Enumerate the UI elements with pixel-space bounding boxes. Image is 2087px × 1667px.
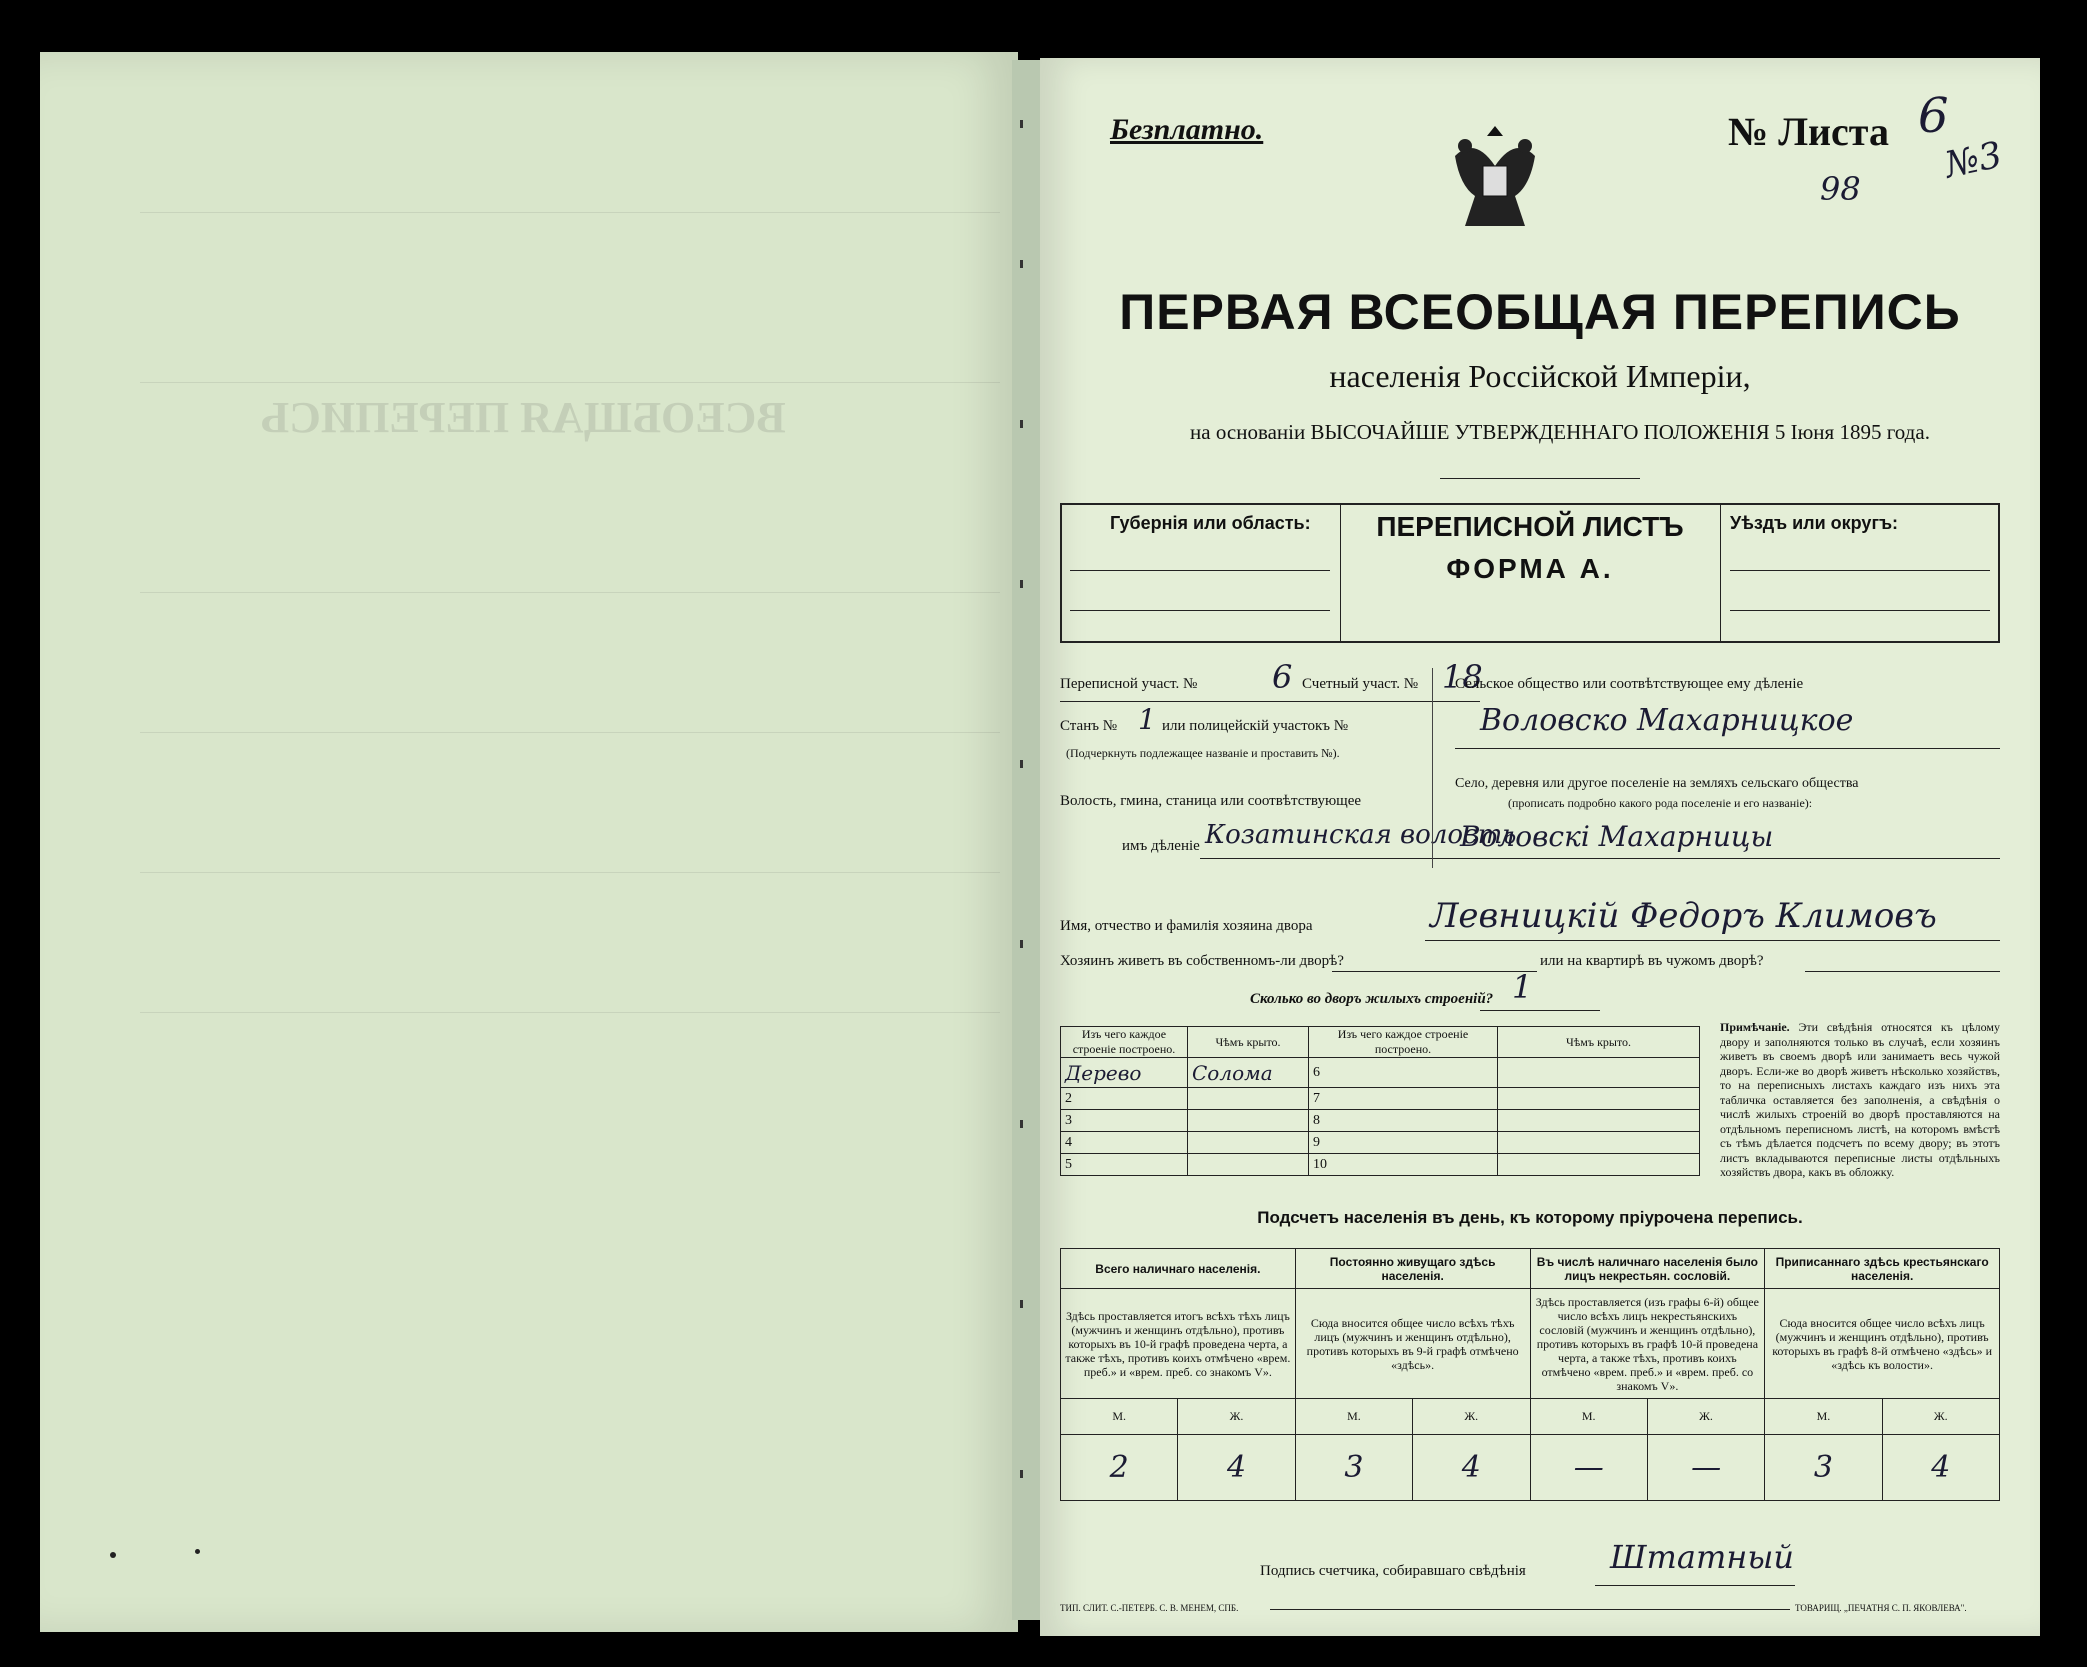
village-note: (прописать подробно какого рода поселеніе и его названіе): bbox=[1508, 796, 1813, 810]
stitch-hole bbox=[1020, 120, 1023, 128]
enumerator-signature: Штатный bbox=[1610, 1538, 1795, 1576]
left-page bbox=[40, 52, 1018, 1632]
free-label: Безплатно. bbox=[1110, 113, 1264, 146]
sheet-number-label: № Листа bbox=[1728, 109, 1889, 154]
table-row: Дерево Солома 6 bbox=[1061, 1058, 1700, 1088]
district-label: Уѣздъ или округъ: bbox=[1730, 513, 1899, 533]
note-title: Примѣчаніе. bbox=[1720, 1020, 1790, 1034]
m-label: М. bbox=[1295, 1399, 1412, 1435]
count-col-desc-total: Здѣсь проставляется итогъ всѣхъ тѣхъ лицъ (мужчинъ и женщинъ отдѣльно), противъ которыхъ въ 10-й графѣ проведена черта, а также тѣхъ, противъ коихъ отмѣчено «врем. преб.» и «врем. преб. со знакомъ V». bbox=[1061, 1289, 1296, 1399]
stitch-hole bbox=[1020, 1120, 1023, 1128]
buildings-label: Сколько во дворъ жилыхъ строеній? bbox=[1250, 991, 1494, 1007]
nonpeasant-female: — bbox=[1647, 1435, 1764, 1501]
volost-label-2: имъ дѣленіе bbox=[1122, 838, 1200, 854]
form-name: ФОРМА А. bbox=[1446, 553, 1614, 584]
count-col-head-nonpeasant: Въ числѣ наличнаго населенія было лицъ некрестьян. сословій. bbox=[1530, 1249, 1765, 1289]
legal-basis: на основаніи ВЫСОЧАЙШЕ УТВЕРЖДЕННАГО ПОЛОЖЕНІЯ 5 Іюня 1895 года. bbox=[1190, 420, 1930, 444]
double-headed-eagle-emblem bbox=[1435, 116, 1555, 246]
stitch-hole bbox=[1020, 580, 1023, 588]
ornament-divider bbox=[1440, 478, 1640, 479]
count-col-head-total: Всего наличнаго населенія. bbox=[1061, 1249, 1296, 1289]
printer-imprint-left: ТИП. СЛИТ. С.-ПЕТЕРБ. С. В. МЕНЕМ, СПБ. bbox=[1060, 1603, 1239, 1613]
handwritten-archive-number-2: 98 bbox=[1820, 170, 1861, 208]
total-female: 4 bbox=[1178, 1435, 1295, 1501]
stan-label: Станъ № bbox=[1060, 718, 1118, 734]
stitch-hole bbox=[1020, 420, 1023, 428]
police-label: или полицейскій участокъ № bbox=[1162, 718, 1349, 734]
handwritten-archive-number-1: №3 bbox=[1941, 134, 2006, 187]
m-label: М. bbox=[1765, 1399, 1882, 1435]
signature-label: Подпись счетчика, собиравшаго свѣдѣнія bbox=[1260, 1563, 1526, 1579]
count-title: Подсчетъ населенія въ день, къ которому пріурочена перепись. bbox=[1257, 1208, 1803, 1227]
total-male: 2 bbox=[1061, 1435, 1178, 1501]
bleed-through-text bbox=[140, 172, 1000, 1472]
note-text: Эти свѣдѣнія относятся къ цѣлому двору и заполняются только въ случаѣ, если хозяинъ живетъ въ своемъ дворѣ или занимаетъ весь чужой дворъ. Если-же во дворѣ живетъ нѣсколько хозяйствъ, то на переписныхъ листахъ каждаго изъ нихъ эта табличка оставляется без заполненія, а свѣдѣнія о числѣ жилыхъ строеній во дворѣ проставляются на отдѣльномъ переписномъ листѣ, на которомъ вмѣстѣ съ тѣмъ дѣлается подсчетъ по всему двору; въ этотъ листъ вкладываются переписные листы отдѣльныхъ хозяйствъ двора, какъ въ обложку. bbox=[1720, 1020, 2000, 1179]
count-col-desc-permanent: Сюда вносится общее число всѣхъ тѣхъ лицъ (мужчинъ и женщинъ отдѣльно), противъ которыхъ въ 9-й графѣ отмѣчено «здѣсь». bbox=[1295, 1289, 1530, 1399]
count-col-head-permanent: Постоянно живущаго здѣсь населенія. bbox=[1295, 1249, 1530, 1289]
volost-label: Волость, гмина, станица или соотвѣтствующее bbox=[1060, 793, 1362, 809]
stitch-hole bbox=[1020, 940, 1023, 948]
nonpeasant-male: — bbox=[1530, 1435, 1647, 1501]
col-header-roof: Чѣмъ крыто. bbox=[1188, 1027, 1309, 1058]
ink-spot bbox=[110, 1552, 116, 1558]
population-count-table bbox=[1060, 1248, 2000, 1501]
own-yard-label: Хозяинъ живетъ въ собственномъ-ли дворѣ? bbox=[1060, 953, 1344, 969]
m-label: М. bbox=[1061, 1399, 1178, 1435]
f-label: Ж. bbox=[1413, 1399, 1530, 1435]
buildings-table bbox=[1060, 1026, 1700, 1176]
table-row: 4 9 bbox=[1061, 1132, 1700, 1154]
stan-value: 1 bbox=[1138, 703, 1156, 736]
permanent-female: 4 bbox=[1413, 1435, 1530, 1501]
count-col-desc-registered: Сюда вносится общее число всѣхъ лицъ (мужчинъ и женщинъ отдѣльно), противъ которыхъ въ графѣ 8-й отмѣчено «здѣсь» и «здѣсь къ волости». bbox=[1765, 1289, 2000, 1399]
table-row: 2 7 bbox=[1061, 1088, 1700, 1110]
village-value: Воловскі Махарницы bbox=[1460, 820, 1774, 853]
stitch-hole bbox=[1020, 1470, 1023, 1478]
province-label: Губернія или область: bbox=[1110, 513, 1311, 533]
count-col-head-registered: Приписаннаго здѣсь крестьянскаго населенія. bbox=[1765, 1249, 2000, 1289]
owner-value: Левницкій Федоръ Климовъ bbox=[1430, 896, 1937, 936]
village-label: Село, деревня или другое поселеніе на земляхъ сельскаго общества bbox=[1455, 776, 1859, 791]
stitch-hole bbox=[1020, 1300, 1023, 1308]
census-area-value: 6 bbox=[1272, 658, 1293, 696]
census-area-label: Переписной участ. № bbox=[1060, 676, 1198, 692]
main-title: ПЕРВАЯ ВСЕОБЩАЯ ПЕРЕПИСЬ bbox=[1119, 284, 1961, 340]
f-label: Ж. bbox=[1178, 1399, 1295, 1435]
permanent-male: 3 bbox=[1295, 1435, 1412, 1501]
subtitle: населенія Россійской Имперіи, bbox=[1329, 358, 1751, 394]
table-row: 3 8 bbox=[1061, 1110, 1700, 1132]
registered-male: 3 bbox=[1765, 1435, 1882, 1501]
volost-value: Козатинская волость bbox=[1205, 820, 1517, 850]
ink-spot bbox=[195, 1549, 200, 1554]
stitch-hole bbox=[1020, 260, 1023, 268]
owner-label: Имя, отчество и фамилія хозяина двора bbox=[1060, 918, 1313, 934]
f-label: Ж. bbox=[1647, 1399, 1764, 1435]
printer-imprint-right: ТОВАРИЩ. „ПЕЧАТНЯ С. П. ЯКОВЛЕВА". bbox=[1795, 1603, 1967, 1613]
stan-note: (Подчеркнуть подлежащее названіе и проставить №). bbox=[1066, 746, 1340, 760]
sheet-number-value: 6 bbox=[1918, 88, 1949, 144]
counting-area-value: 18 bbox=[1442, 658, 1483, 696]
m-label: М. bbox=[1530, 1399, 1647, 1435]
f-label: Ж. bbox=[1882, 1399, 1999, 1435]
counting-area-label: Счетный участ. № bbox=[1302, 676, 1419, 692]
registered-female: 4 bbox=[1882, 1435, 1999, 1501]
note-block bbox=[1720, 1020, 2000, 1180]
table-row: 5 10 bbox=[1061, 1154, 1700, 1176]
mirrored-heading: ВСЕОБЩАЯ ПЕРЕПИСЬ bbox=[260, 393, 786, 442]
rural-society-label: Сельское общество или соотвѣтствующее ему дѣленіе bbox=[1455, 676, 1804, 692]
col-header-roof-2: Чѣмъ крыто. bbox=[1498, 1027, 1700, 1058]
buildings-value: 1 bbox=[1512, 968, 1533, 1006]
census-form-page bbox=[1040, 58, 2040, 1636]
count-col-desc-nonpeasant: Здѣсь проставляется (изъ графы 6-й) общее число всѣхъ лицъ некрестьянскихъ сословій (мужчинъ и женщинъ отдѣльно), противъ которыхъ въ графѣ 10-й проведена черта, а также тѣхъ, противъ коихъ отмѣчено «врем. преб.» и «врем. преб. со знакомъ V». bbox=[1530, 1289, 1765, 1399]
rented-label: или на квартирѣ въ чужомъ дворѣ? bbox=[1540, 953, 1764, 969]
col-header-material-2: Изъ чего каждое строеніе построено. bbox=[1309, 1027, 1498, 1058]
stitch-hole bbox=[1020, 760, 1023, 768]
form-title: ПЕРЕПИСНОЙ ЛИСТЪ bbox=[1376, 511, 1684, 542]
rural-society-value: Воловско Махарницкое bbox=[1480, 703, 1854, 738]
col-header-material: Изъ чего каждое строеніе построено. bbox=[1061, 1027, 1188, 1058]
